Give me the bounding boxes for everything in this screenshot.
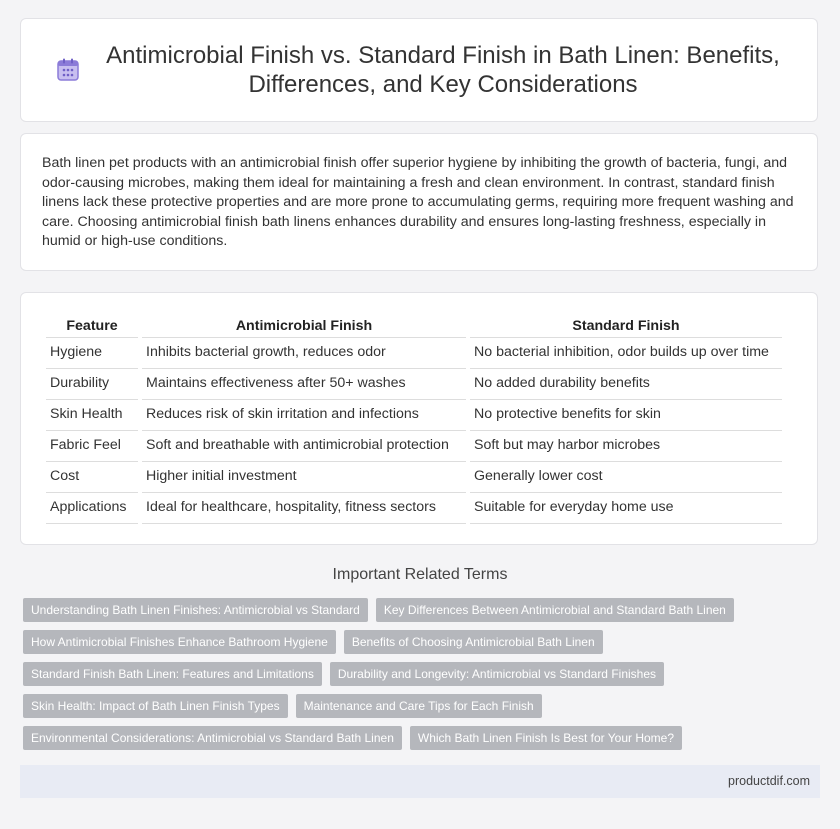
table-row — [46, 462, 782, 493]
title-wrap — [55, 41, 783, 99]
row-antimicrobial: Higher initial investment — [142, 462, 466, 493]
footer — [20, 765, 820, 798]
header-feature: Feature — [46, 313, 138, 338]
row-standard: Soft but may harbor microbes — [470, 431, 782, 462]
table-row — [46, 338, 782, 369]
row-feature: Hygiene — [46, 338, 138, 369]
table-header-row — [46, 313, 782, 338]
related-term-tag[interactable]: How Antimicrobial Finishes Enhance Bathroom Hygiene — [23, 630, 336, 654]
row-antimicrobial: Inhibits bacterial growth, reduces odor — [142, 338, 466, 369]
calendar-icon — [55, 57, 81, 83]
row-antimicrobial: Soft and breathable with antimicrobial protection — [142, 431, 466, 462]
tag-row — [23, 694, 823, 718]
row-feature: Fabric Feel — [46, 431, 138, 462]
table-row — [46, 431, 782, 462]
intro-card — [20, 133, 818, 271]
row-feature: Cost — [46, 462, 138, 493]
intro-paragraph: Bath linen pet products with an antimicrobial finish offer superior hygiene by inhibiting the growth of bacteria, fungi, and odor-causing microbes, making them ideal for maintaining a fresh and clean environment. In contrast, standard finish linens lack these protective properties and are more prone to accumulating germs, requiring more frequent washing and care. Choosing antimicrobial finish bath linens enhances durability and ensures long-lasting freshness, especially in humid or high-use conditions. — [42, 155, 794, 250]
page-title: Antimicrobial Finish vs. Standard Finish in Bath Linen: Benefits, Differences, and Key Considerations — [106, 42, 780, 98]
row-standard: Suitable for everyday home use — [470, 493, 782, 524]
related-terms-list — [23, 598, 823, 758]
row-standard: No protective benefits for skin — [470, 400, 782, 431]
row-feature: Applications — [46, 493, 138, 524]
related-term-tag[interactable]: Durability and Longevity: Antimicrobial vs Standard Finishes — [330, 662, 664, 686]
footer-site-link[interactable]: productdif.com — [728, 774, 810, 788]
related-term-tag[interactable]: Benefits of Choosing Antimicrobial Bath Linen — [344, 630, 603, 654]
related-term-tag[interactable]: Key Differences Between Antimicrobial and Standard Bath Linen — [376, 598, 734, 622]
row-feature: Durability — [46, 369, 138, 400]
related-term-tag[interactable]: Understanding Bath Linen Finishes: Antimicrobial vs Standard — [23, 598, 368, 622]
related-term-tag[interactable]: Skin Health: Impact of Bath Linen Finish Types — [23, 694, 288, 718]
table-row — [46, 369, 782, 400]
tag-row — [23, 662, 823, 686]
row-feature: Skin Health — [46, 400, 138, 431]
row-standard: No bacterial inhibition, odor builds up over time — [470, 338, 782, 369]
tag-row — [23, 630, 823, 654]
tag-row — [23, 598, 823, 622]
related-term-tag[interactable]: Environmental Considerations: Antimicrobial vs Standard Bath Linen — [23, 726, 402, 750]
header-antimicrobial: Antimicrobial Finish — [142, 313, 466, 338]
related-term-tag[interactable]: Which Bath Linen Finish Is Best for Your Home? — [410, 726, 682, 750]
related-term-tag[interactable]: Maintenance and Care Tips for Each Finish — [296, 694, 542, 718]
comparison-card — [20, 292, 818, 545]
row-standard: No added durability benefits — [470, 369, 782, 400]
related-terms-heading: Important Related Terms — [332, 566, 508, 583]
tag-row — [23, 726, 823, 750]
row-antimicrobial: Reduces risk of skin irritation and infections — [142, 400, 466, 431]
related-term-tag[interactable]: Standard Finish Bath Linen: Features and Limitations — [23, 662, 322, 686]
table-row — [46, 493, 782, 524]
row-antimicrobial: Maintains effectiveness after 50+ washes — [142, 369, 466, 400]
header-standard: Standard Finish — [470, 313, 782, 338]
row-standard: Generally lower cost — [470, 462, 782, 493]
row-antimicrobial: Ideal for healthcare, hospitality, fitness sectors — [142, 493, 466, 524]
table-row — [46, 400, 782, 431]
title-card — [20, 18, 818, 122]
comparison-table — [42, 313, 786, 524]
